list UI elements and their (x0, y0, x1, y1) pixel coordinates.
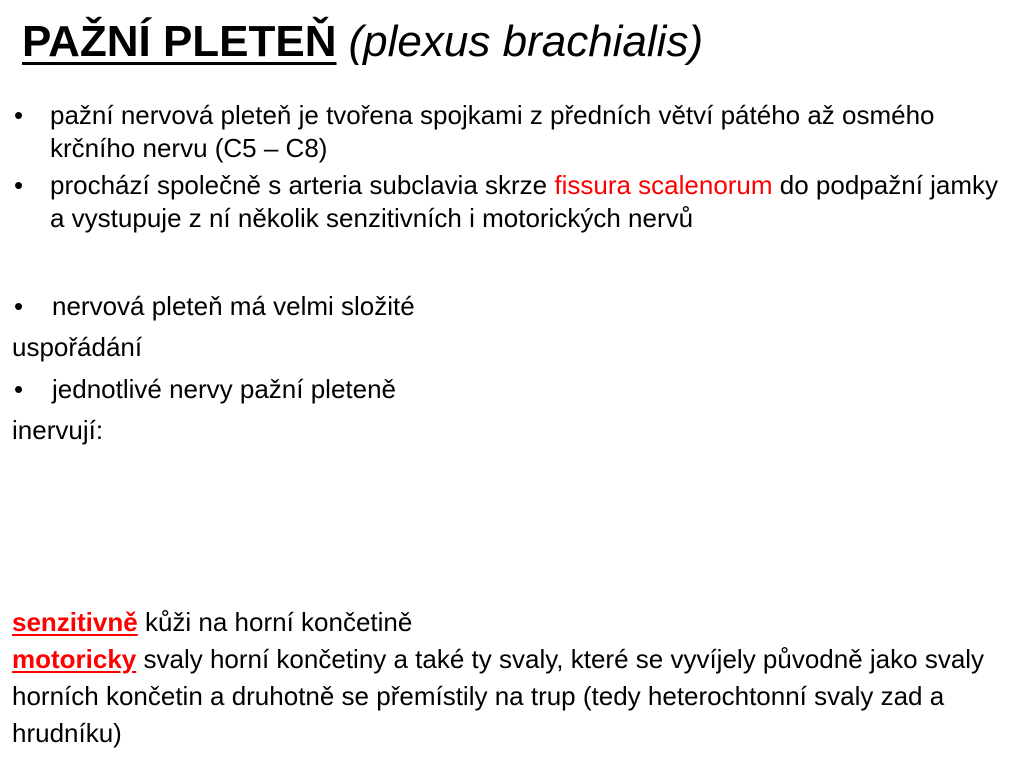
motor-label: motoricky (12, 644, 137, 674)
bullet-1-text: pažní nervová pleteň je tvořena spojkami z předních větví pátého až osmého krčního nervu (C5 – C8) (50, 100, 935, 163)
bullet-item-1 (12, 99, 1012, 165)
bullet-item-4 (12, 373, 396, 406)
innervation-description (12, 604, 1017, 752)
sensory-label: senzitivně (12, 607, 138, 637)
bullet-2-highlight: fissura scalenorum (554, 170, 773, 200)
title-latin: (plexus brachialis) (348, 17, 704, 66)
bullet-2-text-after: do podpažní jamky a vystupuje z ní několik senzitivních i motorických nervů (50, 170, 999, 233)
bullet-3-text: nervová pleteň má velmi složité (52, 291, 415, 321)
bullet-4-text: jednotlivé nervy pažní pleteně (52, 374, 397, 404)
motor-paragraph (12, 641, 1017, 752)
title-main: PAŽNÍ PLETEŇ (22, 17, 337, 66)
bullet-item-2 (12, 169, 1012, 235)
bullet-item-3 (12, 290, 415, 323)
line-uspořádání: uspořádání (12, 332, 143, 362)
slide-title (22, 12, 703, 72)
bullet-list (12, 99, 1012, 235)
sensory-line (12, 604, 1017, 641)
line-inervuji: inervují: (12, 415, 104, 445)
motor-text: svaly horní končetiny a také ty svaly, které se vyvíjely původně jako svaly horních končetin a druhotně se přemístily na trup (tedy heterochtonní svaly zad a hrudníku) (12, 644, 985, 748)
bullet-3-dot: • (14, 291, 24, 321)
bullet-4-dot: • (14, 374, 24, 404)
sensory-text: kůži na horní končetině (137, 607, 413, 637)
bullet-2-text-before: prochází společně s arteria subclavia skrze (50, 170, 555, 200)
